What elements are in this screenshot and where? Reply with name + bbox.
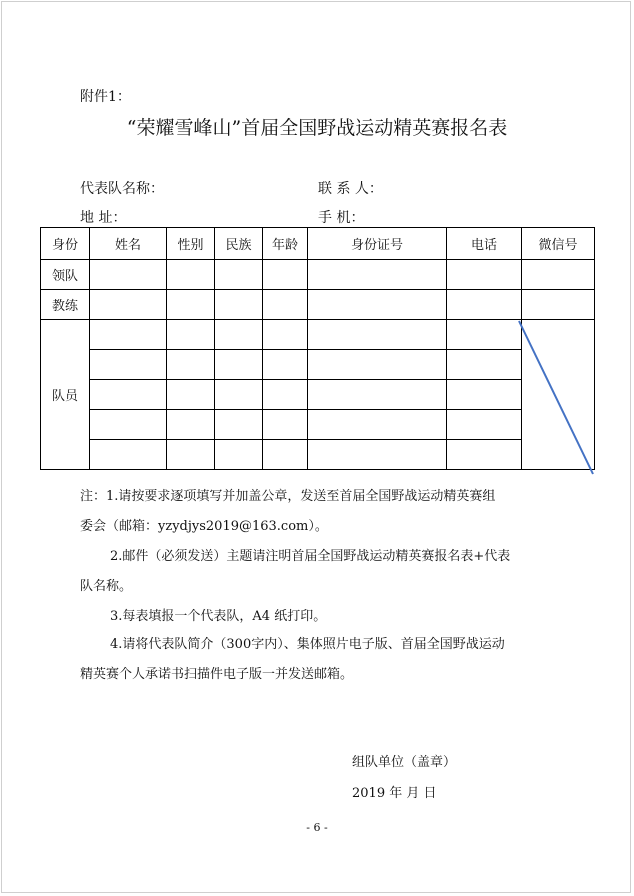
note-1-line-2: 委会（邮箱：yzydjys2019@163.com）。 <box>80 519 328 534</box>
table-cell[interactable] <box>215 440 263 470</box>
table-cell[interactable] <box>308 320 447 350</box>
wechat-crossed-cell <box>522 320 595 470</box>
note-4-line-2: 精英赛个人承诺书扫描件电子版一并发送邮箱。 <box>80 667 354 682</box>
page-number: - 6 - <box>306 821 328 834</box>
table-header-row <box>41 228 595 260</box>
table-cell[interactable] <box>215 320 263 350</box>
registration-table <box>40 227 595 470</box>
col-header-ethnicity: 民族 <box>215 228 263 260</box>
table-cell[interactable] <box>167 260 215 290</box>
table-cell[interactable] <box>263 410 308 440</box>
table-cell[interactable] <box>447 320 522 350</box>
table-cell[interactable] <box>167 380 215 410</box>
note-4 <box>80 630 580 690</box>
attachment-label: 附件1： <box>80 89 131 105</box>
role-member-cell: 队员 <box>41 320 90 470</box>
signature-date: 2019 年 月 日 <box>352 786 437 801</box>
table-cell[interactable] <box>263 350 308 380</box>
table-cell[interactable] <box>167 440 215 470</box>
table-cell[interactable] <box>215 410 263 440</box>
table-cell[interactable] <box>308 410 447 440</box>
table-cell[interactable] <box>90 440 167 470</box>
col-header-role: 身份 <box>41 228 90 260</box>
table-cell[interactable] <box>263 440 308 470</box>
role-coach-cell: 教练 <box>41 290 90 320</box>
address-label: 地 址： <box>80 210 127 226</box>
note-3-line-1: 3.每表填报一个代表队，A4 纸打印。 <box>110 609 327 624</box>
table-cell[interactable] <box>447 440 522 470</box>
col-header-gender: 性别 <box>167 228 215 260</box>
table-cell[interactable] <box>215 260 263 290</box>
table-cell[interactable] <box>90 380 167 410</box>
note-1 <box>80 482 580 542</box>
table-cell[interactable] <box>167 350 215 380</box>
table-cell[interactable] <box>90 410 167 440</box>
col-header-age: 年龄 <box>263 228 308 260</box>
table-cell[interactable] <box>447 410 522 440</box>
table-cell[interactable] <box>215 290 263 320</box>
note-2-line-1: 2.邮件（必须发送）主题请注明首届全国野战运动精英赛报名表+代表 <box>110 549 511 564</box>
table-cell[interactable] <box>308 350 447 380</box>
table-cell[interactable] <box>215 350 263 380</box>
table-cell[interactable] <box>447 380 522 410</box>
table-cell[interactable] <box>215 380 263 410</box>
table-cell[interactable] <box>90 350 167 380</box>
table-cell[interactable] <box>308 380 447 410</box>
table-cell[interactable] <box>90 290 167 320</box>
form-title: “荣耀雪峰山”首届全国野战运动精英赛报名表 <box>126 117 508 139</box>
table-row-member <box>41 440 595 470</box>
table-cell[interactable] <box>167 320 215 350</box>
col-header-id-number: 身份证号 <box>308 228 447 260</box>
table-row-leader <box>41 260 595 290</box>
team-name-label: 代表队名称： <box>80 181 164 197</box>
table-cell[interactable] <box>447 290 522 320</box>
note-2 <box>80 542 580 602</box>
table-cell[interactable] <box>167 410 215 440</box>
note-4-line-1: 4.请将代表队简介（300字内）、集体照片电子版、首届全国野战运动 <box>110 637 505 652</box>
table-cell[interactable] <box>90 320 167 350</box>
table-row-member <box>41 380 595 410</box>
table-cell[interactable] <box>90 260 167 290</box>
table-cell[interactable] <box>522 260 595 290</box>
table-cell[interactable] <box>522 290 595 320</box>
note-1-line-1: 注：1.请按要求逐项填写并加盖公章，发送至首届全国野战运动精英赛组 <box>80 489 496 504</box>
contact-person-label: 联 系 人： <box>318 181 383 197</box>
col-header-phone: 电话 <box>447 228 522 260</box>
table-cell[interactable] <box>308 290 447 320</box>
role-leader-cell: 领队 <box>41 260 90 290</box>
col-header-name: 姓名 <box>90 228 167 260</box>
note-3 <box>80 602 580 632</box>
table-cell[interactable] <box>447 350 522 380</box>
signature-unit: 组队单位（盖章） <box>352 755 457 770</box>
note-2-line-2: 队名称。 <box>80 579 133 594</box>
table-row-coach <box>41 290 595 320</box>
col-header-wechat: 微信号 <box>522 228 595 260</box>
table-cell[interactable] <box>308 440 447 470</box>
table-cell[interactable] <box>167 290 215 320</box>
table-cell[interactable] <box>263 320 308 350</box>
table-cell[interactable] <box>308 260 447 290</box>
table-cell[interactable] <box>447 260 522 290</box>
table-row-member <box>41 320 595 350</box>
table-cell[interactable] <box>263 290 308 320</box>
mobile-label: 手 机： <box>318 210 365 226</box>
table-row-member <box>41 350 595 380</box>
table-cell[interactable] <box>263 380 308 410</box>
table-cell[interactable] <box>263 260 308 290</box>
table-row-member <box>41 410 595 440</box>
